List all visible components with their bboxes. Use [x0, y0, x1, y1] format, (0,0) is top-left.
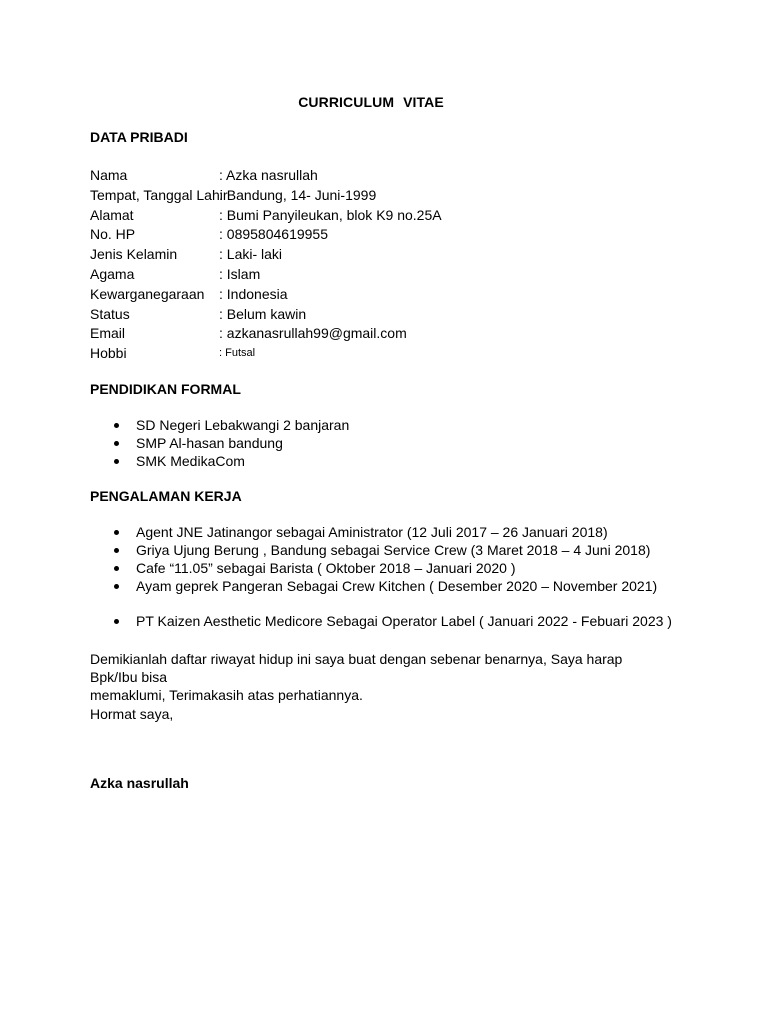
document-title: CURRICULUM VITAE	[298, 94, 444, 110]
list-item	[112, 559, 672, 577]
closing-greeting: Hormat saya,	[90, 706, 174, 722]
personal-row-no-hp	[90, 225, 442, 245]
list-item-text: Griya Ujung Berung , Bandung sebagai Service Crew (3 Maret 2018 – 4 Juni 2018)	[136, 542, 651, 558]
bullet-icon	[112, 416, 136, 434]
list-item	[112, 416, 349, 434]
personal-row-email	[90, 324, 442, 344]
list-item	[112, 541, 672, 559]
list-item-text: PT Kaizen Aesthetic Medicore Sebagai Operator Label ( Januari 2022 - Febuari 2023 )	[136, 613, 672, 629]
list-item	[112, 523, 672, 541]
section-heading-pengalaman-kerja: PENGALAMAN KERJA	[90, 488, 242, 504]
closing-line-2: memaklumi, Terimakasih atas perhatiannya.	[90, 687, 363, 703]
personal-label: Alamat	[90, 206, 134, 223]
personal-value: : Belum kawin	[219, 305, 307, 322]
closing-paragraph	[90, 650, 650, 704]
personal-row-kewarganegaraan	[90, 285, 442, 305]
list-item-text: Ayam geprek Pangeran Sebagai Crew Kitchen ( Desember 2020 – November 2021)	[136, 578, 658, 594]
list-item-text: SMK MedikaCom	[136, 453, 245, 469]
section-heading-pendidikan-formal: PENDIDIKAN FORMAL	[90, 381, 241, 397]
personal-value: : Azka nasrullah	[219, 167, 318, 183]
list-item	[112, 612, 672, 630]
personal-label: Tempat, Tanggal Lahir	[90, 186, 228, 203]
bullet-icon	[112, 541, 136, 559]
personal-value: : Laki- laki	[219, 246, 283, 263]
education-list	[112, 416, 349, 470]
personal-value: : Bumi Panyileukan, blok K9 no.25A	[219, 206, 442, 223]
personal-row-jenis-kelamin	[90, 245, 442, 265]
bullet-icon	[112, 559, 136, 577]
bullet-icon	[112, 523, 136, 541]
list-item-text: SD Negeri Lebakwangi 2 banjaran	[136, 417, 350, 433]
personal-value: : Indonesia	[219, 285, 288, 302]
personal-label: Email	[90, 325, 126, 342]
personal-label: Hobbi	[90, 345, 127, 362]
section-heading-data-pribadi: DATA PRIBADI	[90, 129, 188, 145]
signature-name: Azka nasrullah	[90, 775, 189, 791]
personal-label: No. HP	[90, 226, 136, 243]
list-item-text: Agent JNE Jatinangor sebagai Aministrator (12 Juli 2017 – 26 Januari 2018)	[136, 524, 608, 540]
list-item-text: SMP Al-hasan bandung	[136, 435, 283, 451]
personal-row-status	[90, 305, 442, 325]
personal-row-nama	[90, 166, 442, 186]
list-item	[112, 577, 672, 595]
list-item	[112, 452, 349, 470]
list-item	[112, 434, 349, 452]
personal-value: : Bandung, 14- Juni-1999	[219, 186, 377, 203]
personal-label: Jenis Kelamin	[90, 246, 178, 263]
bullet-icon	[112, 612, 136, 630]
work-experience-list	[112, 523, 672, 630]
personal-row-agama	[90, 265, 442, 285]
bullet-icon	[112, 434, 136, 452]
personal-label: Agama	[90, 265, 135, 282]
personal-value: : 0895804619955	[219, 226, 328, 243]
personal-data-table	[90, 166, 442, 364]
closing-line-1: Demikianlah daftar riwayat hidup ini saya buat dengan sebenar benarnya, Saya harap Bpk/Ibu bisa	[90, 651, 623, 685]
personal-label: Status	[90, 305, 130, 322]
personal-label: Nama	[90, 167, 128, 183]
bullet-icon	[112, 577, 136, 595]
personal-row-tempat-tanggal-lahir	[90, 186, 442, 206]
bullet-icon	[112, 452, 136, 470]
personal-label: Kewarganegaraan	[90, 285, 205, 302]
personal-value: : Islam	[219, 265, 261, 282]
personal-row-alamat	[90, 206, 442, 226]
personal-row-hobbi	[90, 344, 442, 364]
list-item-text: Cafe “11.05” sebagai Barista ( Oktober 2018 – Januari 2020 )	[136, 560, 516, 576]
personal-value: : Futsal	[219, 347, 256, 360]
personal-value: : azkanasrullah99@gmail.com	[219, 325, 407, 342]
